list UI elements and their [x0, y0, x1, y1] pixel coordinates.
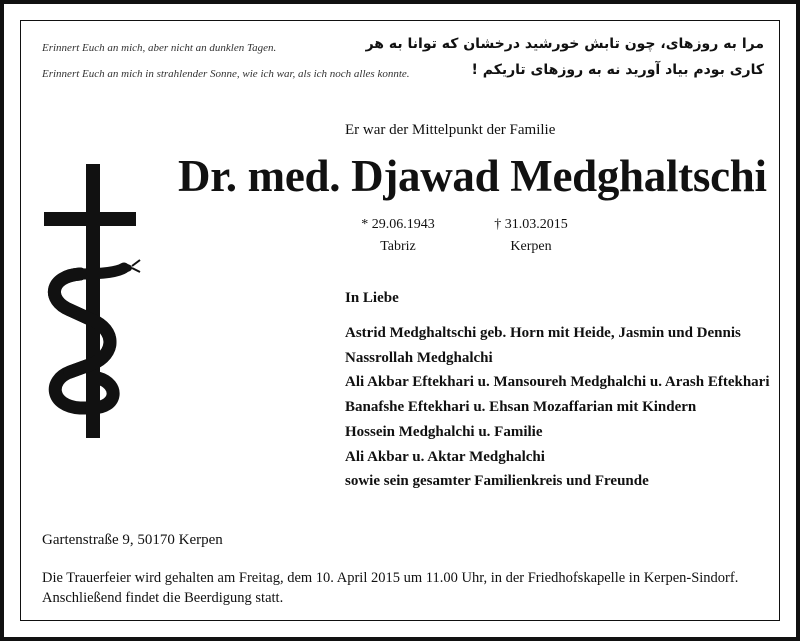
- mourners-heading: In Liebe: [345, 290, 399, 306]
- mourner-line: Banafshe Eftekhari u. Ehsan Mozaffarian mit Kindern: [345, 399, 697, 416]
- mourner-line: Ali Akbar u. Aktar Medghalchi: [345, 448, 545, 465]
- tagline: Er war der Mittelpunkt der Familie: [345, 122, 556, 138]
- quote-fa-line-2: کاری بودم بیاد آورید نه به روزهای تاریکم !: [471, 62, 764, 78]
- mourner-line: Hossein Medghalchi u. Familie: [345, 423, 543, 440]
- death-place: Kerpen: [510, 239, 552, 254]
- birth-place: Tabriz: [380, 239, 416, 254]
- death-block: [476, 214, 586, 258]
- mourners-list: [345, 290, 770, 494]
- mourner-line: Nassrollah Medghalchi: [345, 349, 493, 366]
- mourner-line: Astrid Medghaltschi geb. Horn mit Heide, Jasmin und Dennis: [345, 325, 741, 341]
- cross-with-serpent-icon: [40, 158, 145, 443]
- mourner-line: sowie sein gesamter Familienkreis und Freunde: [345, 473, 649, 490]
- quote-de-line-1: Erinnert Euch an mich, aber nicht an dunklen Tagen.: [42, 42, 277, 54]
- address: Gartenstraße 9, 50170 Kerpen: [42, 532, 223, 548]
- quote-de-line-2: Erinnert Euch an mich in strahlender Sonne, wie ich war, als ich noch alles konnte.: [42, 68, 410, 80]
- death-date: † 31.03.2015: [494, 217, 568, 232]
- birth-date: * 29.06.1943: [361, 217, 435, 232]
- funeral-notice: Die Trauerfeier wird gehalten am Freitag, dem 10. April 2015 um 11.00 Uhr, in der Friedhofskapelle in Kerpen-Sindorf. Anschließend findet die Beerdigung statt.: [42, 570, 739, 606]
- deceased-name: Dr. med. Djawad Medghaltschi: [178, 151, 767, 201]
- quote-fa-line-1: مرا به روزهای، چون تابش خورشید درخشان که توانا به هر: [365, 36, 764, 52]
- mourner-line: Ali Akbar Eftekhari u. Mansoureh Medghalchi u. Arash Eftekhari: [345, 374, 770, 391]
- birth-block: [343, 214, 453, 258]
